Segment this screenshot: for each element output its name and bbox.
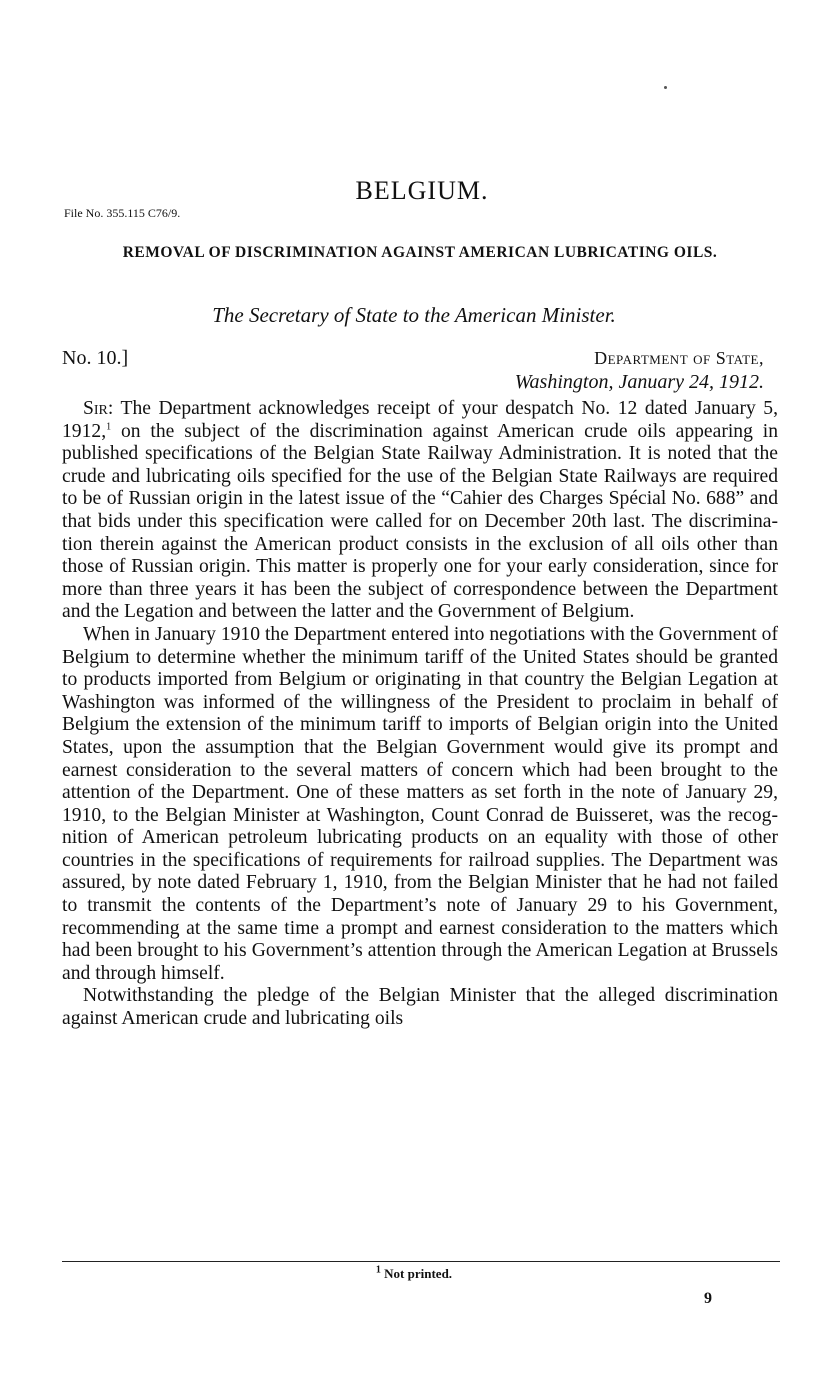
document-headline: REMOVAL OF DISCRIMINATION AGAINST AMERICAN LUBRICATING OILS. — [122, 244, 718, 261]
salutation: Sir: — [83, 398, 114, 419]
document-subtitle: The Secretary of State to the American Minister. — [212, 303, 616, 327]
paragraph-1-text-a: The Department acknowledges receipt of your despatch No. 12 dated January 5, 1912, — [62, 398, 778, 442]
paragraph-2: When in January 1910 the Department entered into negotiations with the Government of Belgium to determine whether the minimum tariff of the United States should be granted to products imported from Belgium or originating in that country the Belgian Legation at Washington was informed of the willingness of the President to proclaim in behalf of Belgium the extension of the minimum tariff to imports of Belgian origin into the United States, upon the assumption that the Belgian Government would give its prompt and earnest consideration to the several matters of concern which had been brought to the attention of the Department. One of these matters as set forth in the note of January 29, 1910, to the Belgian Minister at Washington, Count Conrad de Buisseret, was the recognition of American petroleum lubricating products on an equality with those of other countries in the specifications of requirements for railroad supplies. The Department was assured, by note dated February 1, 1910, from the Belgian Minister that he had not failed to transmit the contents of the Department’s note of January 29 to his Government, recommending at the same time a prompt and earnest consideration to the matters which had been brought to his Government’s attention through the American Legation at Brussels and through himself. — [62, 623, 778, 984]
footnote — [0, 1266, 828, 1282]
letter-number: No. 10.] — [62, 347, 129, 369]
paragraph-3: Notwithstanding the pledge of the Belgian Minister that the alleged discrimination against American crude and lubricating oils — [62, 985, 778, 1030]
letter-body — [62, 398, 778, 1031]
page-number: 9 — [704, 1290, 712, 1307]
paragraph-1-text-b: on the subject of the discrimination against American crude oils appearing in published specifications of the Belgian State Railway Administration. It is noted that the crude and lubricating oils specified for the use of the Belgian State Railways are required to be of Russian origin in the latest issue of the “Cahier des Charges Spécial No. 688” and that bids under this specification were called for on December 20th last. The discrimination therein against the American product consists in the exclusion of all oils other than those of Russian origin. This matter is properly one for your early consideration, since for more than three years it has been the subject of correspondence between the Department and the Legation and between the latter and the Government of Belgium. — [62, 420, 778, 623]
country-heading: BELGIUM. — [355, 176, 489, 205]
ink-speck — [664, 86, 667, 89]
paragraph-1 — [62, 398, 778, 624]
footnote-reference: 1 — [106, 421, 112, 433]
file-number: File No. 355.115 C76/9. — [64, 206, 181, 220]
footnote-text: Not printed. — [380, 1266, 453, 1281]
footnote-rule — [62, 1261, 780, 1262]
footnote-marker: 1 — [375, 1264, 381, 1276]
department-name: Department of State, — [594, 348, 764, 368]
letter-dateline: Washington, January 24, 1912. — [514, 371, 764, 393]
